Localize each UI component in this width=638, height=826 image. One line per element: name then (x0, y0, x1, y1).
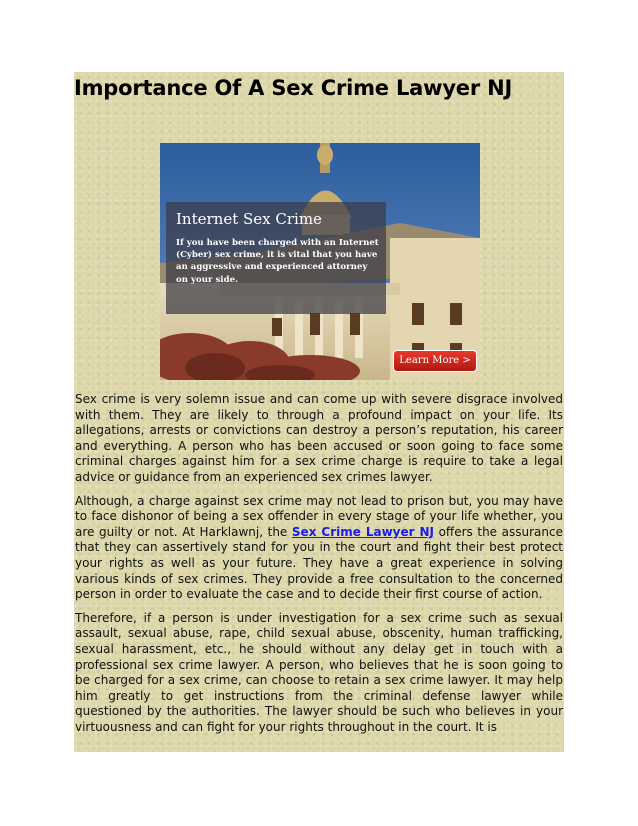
banner-heading: Internet Sex Crime (176, 210, 322, 228)
paragraph-2-start: Although, a charge against sex crime may not lead to prison but, you may have to face dishonor of being a sex offender in every stage of your life whether, you are guilty or not. At Harklawnj, the (75, 493, 563, 539)
banner-image (160, 143, 480, 380)
paragraph-1: Sex crime is very solemn issue and can come up with severe disgrace involved with them. They are likely to through a profound impact on your life. Its allegations, arrests or convictions can destroy a person’s reputation, his career and everything. A person who has been accused or soon going to face some criminal charges against him for a sex crime charge is require to take a legal advice or guidance from an experienced sex crimes lawyer. (75, 392, 563, 484)
banner-description: If you have been charged with an Internet (Cyber) sex crime, it is vital that you have an aggressive and experienced attorney on your side. (176, 238, 379, 285)
page-title: Importance Of A Sex Crime Lawyer NJ (74, 76, 513, 100)
sex-crime-lawyer-link[interactable]: Sex Crime Lawyer NJ (291, 524, 434, 539)
paragraph-2-end: offers the assurance that they can assertively stand for you in the court and fight their best protect your rights as well as your future. They have a great experience in solving various kinds of sex crimes. They provide a free consultation to the concerned person in order to evaluate the case and to decide their first course of action. (75, 524, 563, 602)
paragraph-3: Therefore, if a person is under investigation for a sex crime such as sexual assault, sexual abuse, rape, child sexual abuse, obscenity, human trafficking, sexual harassment, etc., he should without any delay get in touch with a professional sex crime lawyer. A person, who believes that he is soon going to be charged for a sex crime, can choose to retain a sex crime lawyer. It may help him greatly to get instructions from the criminal defense lawyer while questioned by the authorities. The lawyer should be such who believes in your virtuousness and can fight for your rights throughout in the court. It is (75, 610, 563, 734)
learn-more-button[interactable]: Learn More > (393, 350, 477, 372)
article-body (75, 392, 563, 743)
paragraph-2 (75, 494, 563, 603)
